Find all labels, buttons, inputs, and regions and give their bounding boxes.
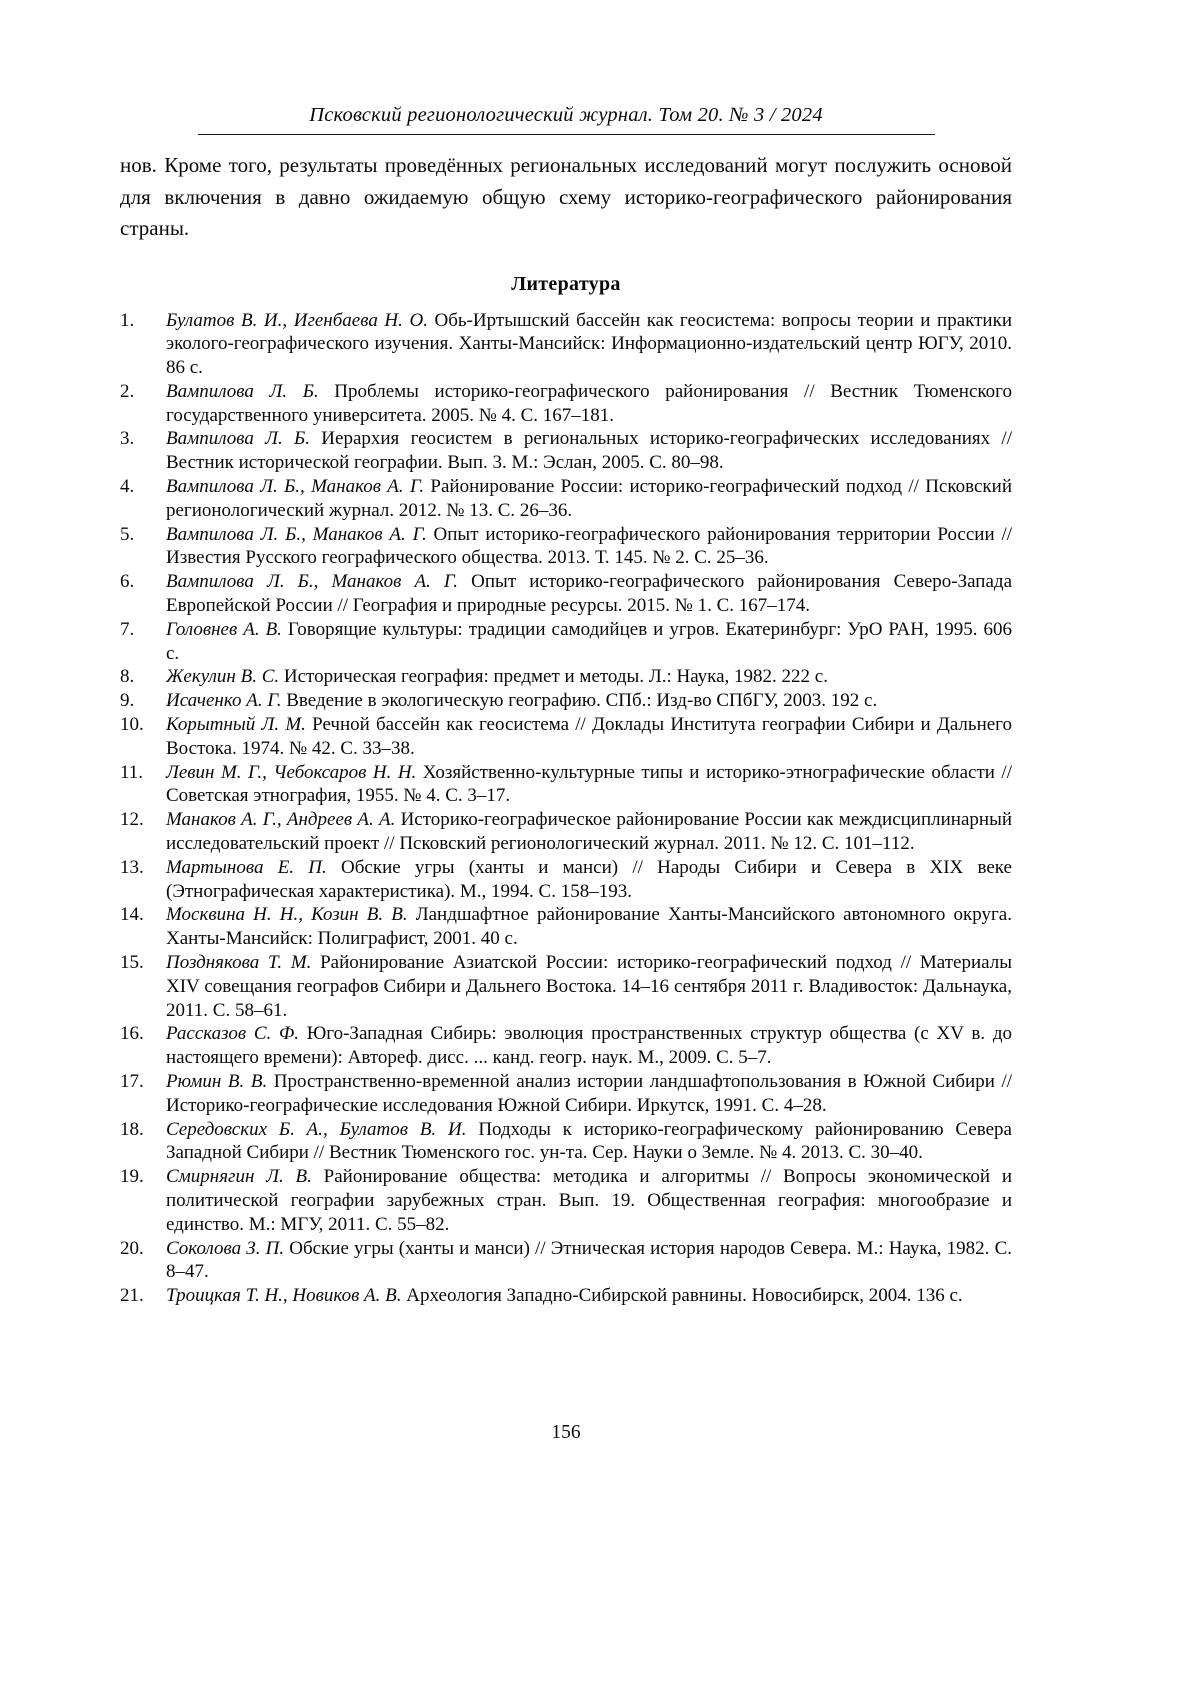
reference-authors: Мартынова Е. П. bbox=[166, 856, 327, 878]
reference-text: Опыт историко-географического районирования территории России // Известия Русского географического общества. 2013. Т. 145. № 2. С. 25–36. bbox=[166, 523, 1012, 569]
reference-item bbox=[120, 1165, 1012, 1236]
page-number: 156 bbox=[551, 1422, 581, 1443]
reference-item bbox=[120, 1118, 1012, 1166]
reference-item bbox=[120, 618, 1012, 666]
reference-body bbox=[166, 1070, 1012, 1118]
reference-body bbox=[166, 475, 1012, 523]
reference-text: Археология Западно-Сибирской равнины. Новосибирск, 2004. 136 с. bbox=[401, 1285, 963, 1307]
reference-body bbox=[166, 1284, 1012, 1308]
reference-authors: Жекулин В. С. bbox=[166, 666, 280, 688]
journal-header: Псковский регионологический журнал. Том 20. № 3 / 2024 bbox=[309, 104, 823, 126]
reference-authors: Рассказов С. Ф. bbox=[166, 1023, 300, 1045]
reference-number: 18. bbox=[120, 1118, 144, 1140]
reference-item bbox=[120, 761, 1012, 809]
reference-authors: Исаченко А. Г. bbox=[166, 690, 282, 712]
reference-text: Иерархия геосистем в региональных историко-географических исследованиях // Вестник исторической географии. Вып. 3. М.: Эслан, 2005. С. 80–98. bbox=[166, 428, 1012, 474]
reference-body bbox=[166, 665, 1012, 689]
reference-authors: Булатов В. И., Игенбаева Н. О. bbox=[166, 309, 428, 331]
reference-text: Речной бассейн как геосистема // Доклады Института географии Сибири и Дальнего Востока. 1974. № 42. С. 33–38. bbox=[166, 714, 1012, 759]
reference-authors: Вампилова Л. Б. bbox=[166, 428, 311, 450]
reference-item bbox=[120, 427, 1012, 475]
reference-authors: Левин М. Г., Чебоксаров Н. Н. bbox=[166, 761, 417, 783]
reference-authors: Вампилова Л. Б., Манаков А. Г. bbox=[166, 476, 425, 498]
reference-text: Юго-Западная Сибирь: эволюция пространственных структур общества (с XV в. до настоящего времени): Автореф. дисс. ... канд. геогр. наук. М., 2009. С. 5–7. bbox=[166, 1023, 1012, 1069]
reference-text: Говорящие культуры: традиции самодийцев и угров. Екатеринбург: УрО РАН, 1995. 606 с. bbox=[166, 618, 1012, 664]
reference-number: 12. bbox=[120, 809, 144, 831]
intro-paragraph: нов. Кроме того, результаты проведённых региональных исследований могут послужить основой для включения в давно ожидаемую общую схему историко-географического районирования страны. bbox=[120, 153, 1012, 240]
reference-number: 20. bbox=[120, 1237, 144, 1259]
reference-number: 1. bbox=[120, 309, 135, 331]
reference-body bbox=[166, 713, 1012, 761]
section-title: Литература bbox=[511, 272, 621, 295]
reference-authors: Москвина Н. Н., Козин В. В. bbox=[166, 904, 408, 926]
reference-text: Районирование общества: методика и алгоритмы // Вопросы экономической и политической географии зарубежных стран. Вып. 19. Общественная география: многообразие и единство. М.: МГУ, 2011. С. 55–82. bbox=[166, 1166, 1012, 1235]
reference-number: 6. bbox=[120, 571, 135, 593]
reference-number: 5. bbox=[120, 523, 135, 545]
reference-text: Введение в экологическую географию. СПб.: Изд-во СПбГУ, 2003. 192 с. bbox=[281, 690, 878, 712]
reference-item bbox=[120, 856, 1012, 904]
reference-body bbox=[166, 903, 1012, 951]
reference-number: 21. bbox=[120, 1285, 144, 1307]
reference-authors: Вампилова Л. Б. bbox=[166, 380, 319, 402]
reference-body bbox=[166, 1165, 1012, 1236]
reference-text: Обь-Иртышский бассейн как геосистема: вопросы теории и практики эколого-географического изучения. Ханты-Мансийск: Информационно-издательский центр ЮГУ, 2010. 86 с. bbox=[166, 309, 1012, 379]
reference-text: Ландшафтное районирование Ханты-Мансийского автономного округа. Ханты-Мансийск: Полиграфист, 2001. 40 с. bbox=[166, 904, 1012, 950]
reference-number: 10. bbox=[120, 714, 144, 736]
reference-body bbox=[166, 1022, 1012, 1070]
reference-text: Обские угры (ханты и манси) // Этническая история народов Севера. М.: Наука, 1982. С. 8–47. bbox=[166, 1237, 1013, 1283]
reference-body bbox=[166, 951, 1012, 1022]
reference-item bbox=[120, 665, 1012, 689]
reference-body bbox=[166, 427, 1012, 475]
reference-number: 11. bbox=[120, 761, 144, 783]
reference-authors: Смирнягин Л. В. bbox=[166, 1166, 312, 1188]
reference-authors: Соколова З. П. bbox=[166, 1237, 285, 1259]
reference-authors: Середовских Б. А., Булатов В. И. bbox=[166, 1118, 467, 1140]
reference-item bbox=[120, 1022, 1012, 1070]
reference-body bbox=[166, 1118, 1012, 1166]
reference-body bbox=[166, 856, 1012, 904]
reference-text: Пространственно-временной анализ истории ландшафтопользования в Южной Сибири // Историко-географические исследования Южной Сибири. Иркутск, 1991. С. 4–28. bbox=[166, 1071, 1012, 1116]
reference-number: 15. bbox=[120, 952, 144, 974]
reference-list bbox=[120, 309, 1012, 1308]
reference-item bbox=[120, 475, 1012, 523]
reference-number: 17. bbox=[120, 1071, 144, 1092]
reference-number: 16. bbox=[120, 1023, 144, 1045]
reference-authors: Рюмин В. В. bbox=[166, 1071, 268, 1092]
reference-item bbox=[120, 523, 1012, 571]
header-rule bbox=[198, 134, 935, 135]
reference-number: 19. bbox=[120, 1166, 144, 1188]
page-content bbox=[120, 0, 1012, 1308]
reference-body bbox=[166, 570, 1012, 618]
reference-text: Районирование России: историко-географический подход // Псковский регионологический журнал. 2012. № 13. С. 26–36. bbox=[166, 476, 1012, 521]
reference-item bbox=[120, 1237, 1012, 1285]
reference-item bbox=[120, 1284, 1012, 1308]
reference-number: 7. bbox=[120, 618, 135, 640]
reference-text: Хозяйственно-культурные типы и историко-этнографические области // Советская этнография, 1955. № 4. С. 3–17. bbox=[166, 761, 1012, 807]
reference-body bbox=[166, 380, 1012, 428]
reference-authors: Вампилова Л. Б., Манаков А. Г. bbox=[166, 523, 427, 545]
reference-item bbox=[120, 309, 1012, 380]
reference-number: 8. bbox=[120, 666, 135, 688]
reference-body bbox=[166, 761, 1012, 809]
reference-text: Опыт историко-географического районирования Северо-Запада Европейской России // География и природные ресурсы. 2015. № 1. С. 167–174. bbox=[166, 571, 1013, 617]
reference-body bbox=[166, 1237, 1012, 1285]
reference-text: Районирование Азиатской России: историко-географический подход // Материалы XIV совещания географов Сибири и Дальнего Востока. 14–16 сентября 2011 г. Владивосток: Дальнаука, 2011. С. 58–61. bbox=[166, 952, 1012, 1021]
reference-body bbox=[166, 808, 1012, 856]
reference-authors: Головнев А. В. bbox=[166, 618, 282, 640]
reference-authors: Вампилова Л. Б., Манаков А. Г. bbox=[166, 571, 459, 593]
reference-number: 13. bbox=[120, 856, 144, 878]
reference-item bbox=[120, 713, 1012, 761]
reference-authors: Манаков А. Г., Андреев А. А. bbox=[166, 809, 396, 831]
reference-authors: Корытный Л. М. bbox=[166, 714, 306, 736]
reference-authors: Позднякова Т. М. bbox=[166, 952, 312, 974]
reference-body bbox=[166, 689, 1012, 713]
reference-number: 4. bbox=[120, 476, 135, 498]
reference-text: Проблемы историко-географического районирования // Вестник Тюменского государственного университета. 2005. № 4. С. 167–181. bbox=[166, 380, 1012, 426]
reference-item bbox=[120, 689, 1012, 713]
reference-item bbox=[120, 951, 1012, 1022]
reference-authors: Троицкая Т. Н., Новиков А. В. bbox=[166, 1285, 402, 1307]
reference-text: Обские угры (ханты и манси) // Народы Сибири и Севера в XIX веке (Этнографическая характеристика). М., 1994. С. 158–193. bbox=[166, 856, 1012, 902]
reference-body bbox=[166, 523, 1012, 571]
reference-number: 2. bbox=[120, 380, 135, 402]
reference-text: Историческая география: предмет и методы. Л.: Наука, 1982. 222 с. bbox=[279, 666, 828, 688]
reference-item bbox=[120, 903, 1012, 951]
reference-number: 14. bbox=[120, 904, 144, 926]
reference-item bbox=[120, 1070, 1012, 1118]
reference-number: 9. bbox=[120, 690, 135, 712]
reference-item bbox=[120, 808, 1012, 856]
reference-item bbox=[120, 380, 1012, 428]
reference-body bbox=[166, 618, 1012, 666]
reference-number: 3. bbox=[120, 428, 135, 450]
reference-text: Историко-географическое районирование России как междисциплинарный исследовательский проект // Псковский регионологический журнал. 2011. № 12. С. 101–112. bbox=[166, 809, 1012, 855]
reference-body bbox=[166, 309, 1012, 380]
reference-item bbox=[120, 570, 1012, 618]
reference-text: Подходы к историко-географическому районированию Севера Западной Сибири // Вестник Тюменского гос. ун-та. Сер. Науки о Земле. № 4. 2013. С. 30–40. bbox=[166, 1118, 1012, 1164]
